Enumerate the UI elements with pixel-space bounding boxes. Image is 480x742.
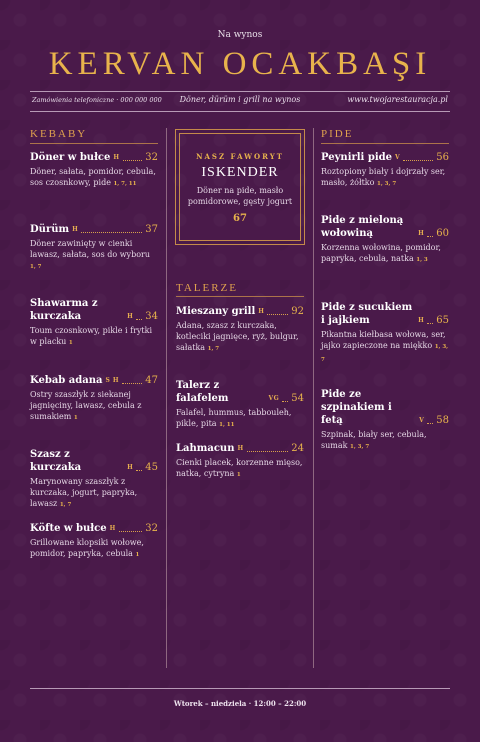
section-title-talerze: TALERZE (176, 282, 238, 294)
menu-item[interactable] (30, 374, 158, 424)
leader-dots (427, 423, 433, 424)
item-price: 32 (145, 523, 158, 534)
item-description: Döner zawinięty w cienki lawasz, sałata, sos do wyboru 1, 7 (30, 239, 150, 270)
tagline: Döner, dürüm i grill na wynos (179, 95, 301, 104)
leader-dots (136, 470, 142, 471)
item-allergens: 1, 3, 7 (321, 344, 449, 363)
item-price: 60 (436, 228, 449, 239)
item-tag: V (419, 417, 425, 424)
item-tag: S H (105, 377, 120, 384)
item-name: Mieszany grill (176, 306, 256, 317)
leader-dots (119, 531, 143, 532)
item-description: Falafel, hummus, tabbouleh, pikle, pita 1, 11 (176, 408, 292, 428)
header-rule-top (30, 91, 450, 92)
item-tag: H (127, 464, 134, 471)
column-divider-left (166, 128, 167, 668)
menu-item[interactable] (30, 448, 158, 511)
item-description: Grillowane klopsiki wołowe, pomidor, papryka, cebula 1 (30, 538, 144, 558)
featured-dish-box[interactable] (175, 129, 305, 245)
item-price: 54 (291, 393, 304, 404)
item-tag: H (418, 230, 425, 237)
item-description: Döner, sałata, pomidor, cebula, sos czosnkowy, pide 1, 7, 11 (30, 167, 156, 187)
menu-item[interactable] (176, 379, 304, 431)
item-description: Szpinak, biały ser, cebula, sumak 1, 3, 7 (321, 430, 427, 450)
item-name: Lahmacun (176, 443, 235, 454)
item-allergens: 1, 7 (207, 346, 220, 352)
item-tag: H (127, 313, 134, 320)
header-rule-bottom (30, 111, 450, 112)
leader-dots (427, 236, 433, 237)
menu-item[interactable] (176, 305, 304, 355)
item-description: Toum czosnkowy, pikle i frytki w placku 1 (30, 326, 153, 346)
leader-dots (267, 314, 288, 315)
menu-item[interactable] (30, 223, 158, 273)
item-name: Shawarma z kurczaka (30, 298, 98, 322)
item-allergens: 1 (135, 552, 140, 558)
item-description: Korzenna wołowina, pomidor, papryka, cebula, natka 1, 3 (321, 243, 441, 263)
leader-dots (122, 383, 142, 384)
item-price: 58 (436, 415, 449, 426)
menu-item[interactable] (30, 151, 158, 190)
item-price: 45 (145, 462, 158, 473)
item-tag: H (258, 308, 265, 315)
item-allergens: 1, 3 (416, 257, 428, 263)
item-name: Dürüm (30, 224, 70, 235)
takeaway-label: Na wynos (217, 30, 263, 40)
item-name: Pide z mieloną wołowiną (321, 215, 404, 239)
item-name: Köfte w bułce (30, 523, 107, 534)
item-price: 32 (145, 152, 158, 163)
item-description: Roztopiony biały i dojrzały ser, masło, żółtko 1, 3, 7 (321, 167, 446, 187)
info-bar (30, 95, 450, 109)
column-divider-right (313, 128, 314, 668)
footer-rule (30, 688, 450, 689)
item-allergens: 1 (68, 340, 73, 346)
item-allergens: 1, 3, 7 (350, 444, 370, 450)
menu-item[interactable] (321, 301, 449, 366)
item-tag: H (237, 445, 244, 452)
item-description: Pikantna kiełbasa wołowa, ser, jajko zapieczone na miękko 1, 3, 7 (321, 330, 449, 363)
section-rule-kebaby (30, 143, 158, 144)
website-link[interactable]: www.twojarestauracja.pl (347, 95, 448, 104)
menu-item[interactable] (176, 442, 304, 481)
item-allergens: 1, 3, 7 (377, 181, 397, 187)
item-name: Pide z sucukiem i jajkiem (321, 302, 413, 326)
item-price: 92 (291, 306, 304, 317)
menu-item[interactable] (30, 297, 158, 349)
item-price: 47 (145, 375, 158, 386)
item-tag: VG (268, 395, 280, 402)
item-price: 56 (436, 152, 449, 163)
item-tag: V (395, 154, 401, 161)
item-description: Cienki placek, korzenne mięso, natka, cytryna 1 (176, 458, 303, 478)
item-name: Pide ze szpinakiem i fetą (321, 389, 392, 426)
item-name: Döner w bułce (30, 152, 111, 163)
item-description: Marynowany szaszłyk z kurczaka, jogurt, papryka, lawasz 1, 7 (30, 477, 138, 508)
item-allergens: 1 (236, 472, 241, 478)
menu-item[interactable] (30, 522, 158, 561)
restaurant-name: KERVAN OCAKBAŞI (48, 46, 432, 82)
section-title-kebaby: KEBABY (30, 128, 88, 140)
item-tag: H (72, 226, 79, 233)
item-allergens: 1 (73, 415, 78, 421)
item-price: 37 (145, 224, 158, 235)
item-name: Talerz z falafelem (176, 380, 229, 404)
menu-item[interactable] (321, 388, 449, 453)
section-rule-talerze (176, 296, 304, 297)
featured-description: Döner na pide, masło pomidorowe, gęsty jogurt (187, 186, 293, 206)
item-allergens: 1, 7 (30, 264, 42, 270)
opening-hours: Wtorek – niedziela · 12:00 – 22:00 (173, 699, 307, 708)
phone-order-info[interactable]: Zamówienia telefoniczne · 000 000 000 (32, 96, 162, 104)
menu-item[interactable] (321, 151, 449, 190)
featured-label: NASZ FAWORYT (196, 152, 284, 161)
featured-name: ISKENDER (201, 165, 279, 180)
leader-dots (282, 401, 288, 402)
section-title-pide: PIDE (321, 128, 354, 140)
item-tag: H (113, 154, 120, 161)
leader-dots (427, 323, 433, 324)
item-name: Peynirli pide (321, 152, 392, 163)
item-allergens: 1, 7, 11 (113, 181, 137, 187)
item-tag: H (109, 525, 116, 532)
leader-dots (247, 451, 289, 452)
leader-dots (136, 319, 142, 320)
item-price: 34 (145, 311, 158, 322)
item-description: Adana, szasz z kurczaka, kotleciki jagnięce, ryż, bulgur, sałatka 1, 7 (176, 321, 299, 352)
item-description: Ostry szaszłyk z siekanej jagnięciny, lawasz, cebula z sumakiem 1 (30, 390, 142, 421)
item-name: Kebab adana (30, 375, 103, 386)
item-allergens: 1, 7 (59, 502, 72, 508)
leader-dots (403, 160, 433, 161)
leader-dots (81, 232, 142, 233)
item-price: 65 (436, 315, 449, 326)
section-rule-pide (321, 143, 449, 144)
item-allergens: 1, 11 (219, 422, 235, 428)
item-tag: H (418, 317, 425, 324)
menu-item[interactable] (321, 214, 449, 266)
featured-price: 67 (233, 213, 247, 224)
leader-dots (123, 160, 143, 161)
item-price: 24 (291, 443, 304, 454)
featured-dish-inner-frame (179, 133, 301, 241)
item-name: Szasz z kurczaka (30, 449, 82, 473)
